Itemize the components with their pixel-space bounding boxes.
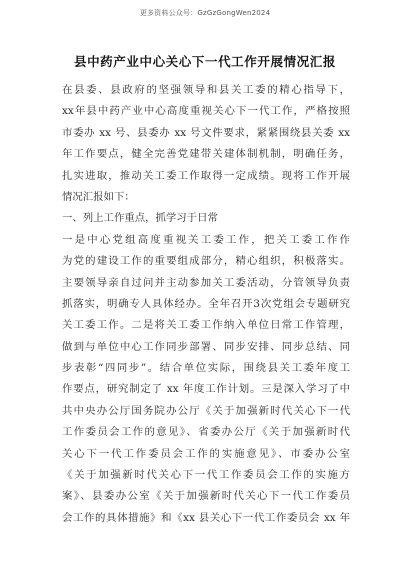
body-line: 共中央办公厅国务院办公厅《关于加强新时代关心下一代 — [62, 404, 350, 417]
body-line: 主要领导亲自过问并主动参加关工委活动，分管领导负责 — [62, 276, 350, 289]
body-line: 在县委、县政府的坚强领导和县关工委的精心指导下， — [62, 84, 350, 96]
body-line: 会工作的具体措施》和《xx 县关心下一代工作委员会 xx 年 — [62, 511, 350, 524]
body-line: 扎实进取，推动关工委工作取得一定成绩。现将工作开展 — [62, 169, 350, 182]
body-line: 做到与单位中心工作同步部署、同步安排、同步总结、同 — [62, 340, 350, 353]
body-line: xx年县中药产业中心高度重视关心下一代工作，严格按照 — [62, 105, 350, 118]
document-title: 县中药产业中心关心下一代工作开展情况汇报 — [73, 54, 336, 69]
body-line: 市委办 xx 号、县委办 xx 号文件要求，紧紧围绕县关委 xx — [62, 126, 350, 139]
body-line: 关心下一代工作委员会工作的实施意见》、市委办公室 — [62, 447, 350, 460]
body-line: 情况汇报如下： — [62, 190, 135, 203]
body-line: 一是中心党组高度重视关工委工作，把关工委工作作 — [62, 233, 350, 246]
body-line: 工作委员会工作的意见》、省委办公厅《关于加强新时代 — [62, 426, 350, 439]
body-line: 步表彰“四同步”。结合单位实际，围绕县关工委年度工 — [62, 362, 350, 375]
section-heading: 一、列上工作重点，抓学习于日常 — [62, 212, 218, 225]
body-line: 案》、县委办公室《关于加强新时代关心下一代工作委员 — [62, 490, 350, 503]
body-line: 关工委工作。二是将关工委工作纳入单位日常工作管理， — [62, 319, 350, 332]
document-body — [62, 80, 350, 529]
body-line: 抓落实，明确专人具体经办。全年召开3次党组会专题研究 — [62, 297, 350, 310]
body-line: 年工作要点，健全完善党建带关建体制机制，明确任务， — [62, 148, 350, 161]
body-line: 作要点，研究制定了 xx 年度工作计划。三是深入学习了中 — [62, 383, 350, 396]
body-line: 为党的建设工作的重要组成部分，精心组织，积极落实。 — [62, 255, 350, 268]
header-watermark: 更多资料公众号：GzGzGongWen2024 — [139, 9, 271, 17]
body-line: 《关于加强新时代关心下一代工作委员会工作的实施方 — [62, 469, 350, 482]
